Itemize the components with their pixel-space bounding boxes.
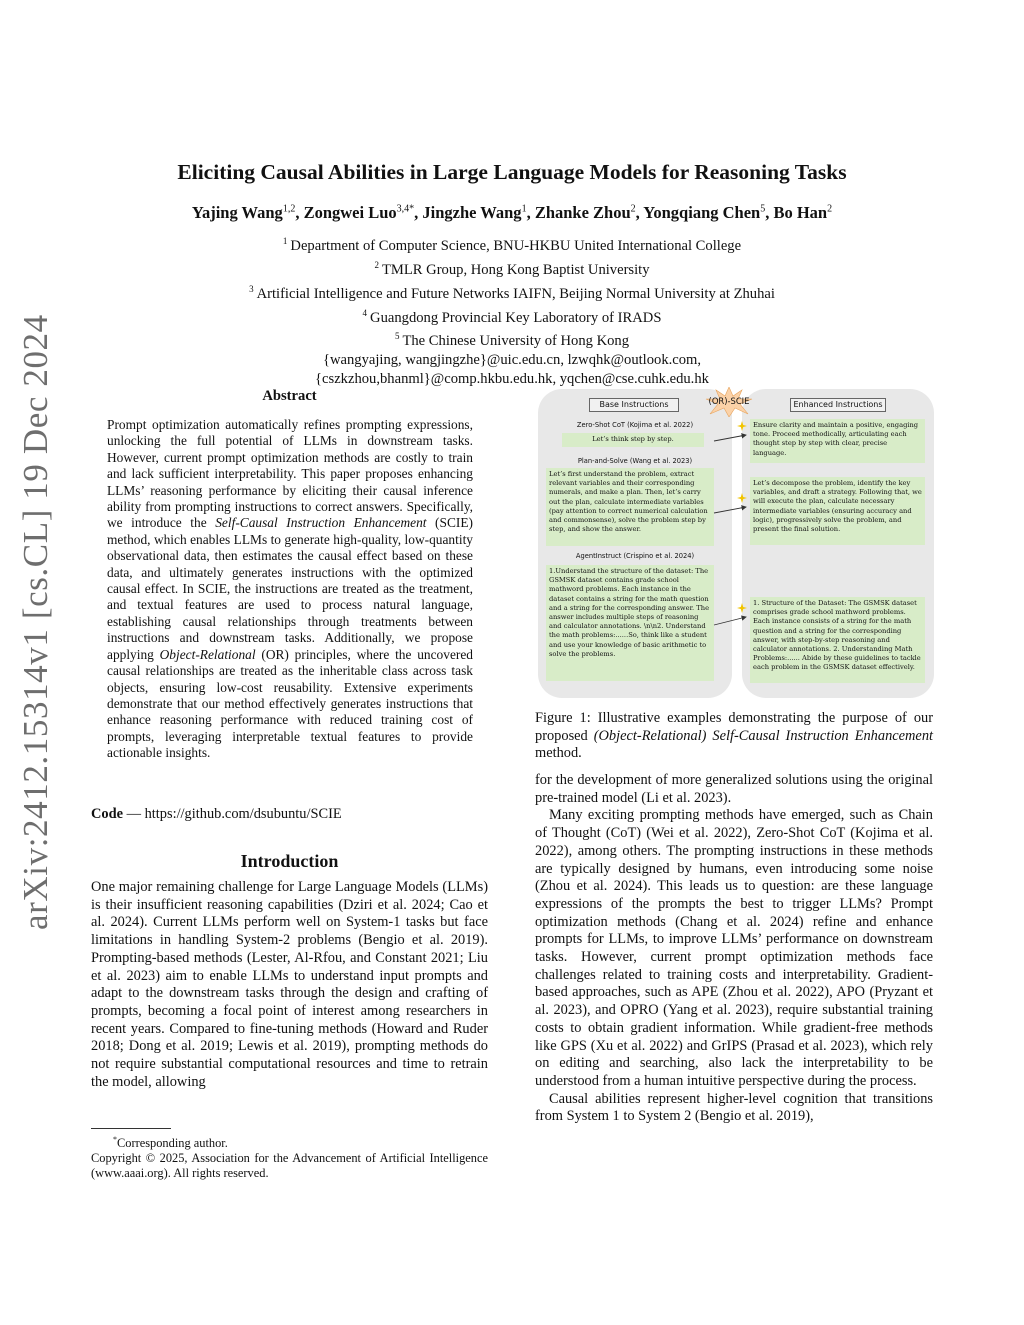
affiliation-text: Guangdong Provincial Key Laboratory of IRADS (370, 309, 662, 326)
base-instruction-box: Let’s first understand the problem, extract relevant variables and their corresponding numerals, and make a plan. Then, let’s carry out the plan, calculate intermediate variables (pay attention to correct numerical calculation and commonsense), solve the problem step by step, and show the answer. (546, 468, 714, 546)
abstract-or-name: Object-Relational (159, 646, 256, 662)
enhanced-instructions-tag: Enhanced Instructions (790, 398, 886, 412)
sparkle-icon (737, 421, 747, 613)
figure-caption (535, 710, 933, 763)
base-instruction-box: Let’s think step by step. (562, 433, 704, 447)
author-sep: , (526, 203, 535, 222)
enhanced-instruction-box: Let’s decompose the problem, identify the key variables, and draft a strategy. Following that, we will execute the plan, calculate necessary intermediate variables (ensuring accuracy and logic), progressively solve the problem, and present the final solution. (750, 477, 925, 545)
affiliation (0, 256, 1024, 280)
code-line (91, 806, 342, 823)
arrow-icon (714, 435, 746, 441)
author-name: Zhanke Zhou (534, 203, 631, 222)
code-link[interactable]: https://github.com/dsubuntu/SCIE (144, 806, 342, 822)
author-affil-sup: 2 (630, 203, 636, 215)
affiliation-sup: 5 (394, 331, 400, 342)
email-line: {wangyajing, wangjingzhe}@uic.edu.cn, lzwqhk@outlook.com, (322, 352, 702, 369)
affiliation-sup: 2 (374, 259, 379, 270)
method-label: Zero-Shot CoT (Kojima et al. 2022) (576, 421, 694, 429)
footnote-mark: * (113, 1135, 117, 1144)
author-name: Jingzhe Wang (422, 203, 522, 222)
affiliation-list (0, 232, 1024, 389)
caption-method-name: (Object-Relational) Self-Causal Instruction Enhancement (593, 727, 934, 744)
abstract-text: Prompt optimization automatically refines prompting expressions, unlocking the full potential of LLMs in downstream tasks. However, current prompt optimization methods are costly to train and lack sufficient interpretability. This paper proposes enhancing LLMs’ reasoning performance by eliciting their causal inference ability from prompting instructions to correct answers. Specifically, we introduce the (107, 417, 473, 531)
affiliation (0, 327, 1024, 351)
abstract-method-name: Self-Causal Instruction Enhancement (215, 515, 427, 531)
abstract-text: (OR) principles, where the uncovered causal relationships are treated as the inheritable class across task objects, ensuring low-cost reusability. Extensive experiments demonstrate that our method effectively generates instructions that enhance reasoning performance with reduced training cost of prompts, leveraging interpretable textual features to provide actionable insights. (107, 646, 473, 761)
code-label: Code (91, 806, 123, 822)
author-name: Zongwei Luo (303, 203, 397, 222)
enhanced-instruction-box: 1. Structure of the Dataset: The GSMSK dataset comprises grade school mathword problems. Each instance consists of a string for the math question and a string for the corresponding answer, with step-by-step reasoning and calculator annotations. 2. Understanding Math Problems:...... Abide by these guidelines to tackle each problem in the GSMSK dataset effectively. (750, 597, 925, 683)
affiliation-text: TMLR Group, Hong Kong Baptist University (381, 261, 650, 278)
arrow-icon (714, 617, 746, 625)
author-affil-sup: 3,4* (396, 203, 415, 215)
code-dash: — (122, 806, 145, 822)
author-affil-sup: 1 (521, 203, 527, 215)
affiliation-sup: 4 (362, 307, 368, 318)
paragraph: Causal abilities represent higher-level cognition that transitions from System 1 to System 2 (Bengio et al. 2019), (535, 1090, 933, 1125)
intro-heading: Introduction (240, 851, 339, 871)
scie-label: (OR)-SCIE (708, 396, 750, 406)
author-name: Yongqiang Chen (643, 203, 761, 222)
author-name: Yajing Wang (191, 203, 283, 222)
author-affil-sup: 1,2 (282, 203, 296, 215)
figure-1 (538, 389, 934, 701)
author-sep: , (295, 203, 304, 222)
affiliation (0, 280, 1024, 304)
body-text-right (535, 772, 933, 1126)
paragraph: Many exciting prompting methods have emerged, such as Chain of Thought (CoT) (Wei et al. 2022), Zero-Shot CoT (Kojima et al. 2022), among others. The prompting instructions in these methods are typically designed by humans, even introducing some noise (Zhou et al. 2024). This leads us to question: are these language expressions of the prompts the best to trigger LLMs? Prompt optimization methods (Chang et al. 2024) refine and enhance prompts for LLMs, to improve LLMs’ performance on downstream tasks. However, current prompt optimization methods face challenges related to training costs and interpretability. Gradient-based approaches, such as APE (Zhou et al. 2022), APO (Pryzant et al. 2023), and OPRO (Yang et al. 2023), require substantial training costs to obtain gradient information. While gradient-free methods like GPS (Xu et al. 2022) and GrIPS (Prasad et al. 2023), which rely on editing and searching, also lack the interpretability to be understood from a human intuitive perspective during the process. (535, 807, 933, 1089)
caption-text: method. (535, 745, 582, 762)
affiliation-text: The Chinese University of Hong Kong (402, 333, 630, 350)
affiliation (0, 232, 1024, 256)
author-affil-sup: 5 (760, 203, 766, 215)
copyright-notice: Copyright © 2025, Association for the Advancement of Artificial Intelligence (www.aaai.org). All rights reserved. (91, 1151, 488, 1181)
abstract-body (107, 417, 473, 762)
method-label: Plan-and-Solve (Wang et al. 2023) (577, 457, 693, 465)
footnote-rule (91, 1128, 171, 1129)
author-sep: , (635, 203, 644, 222)
paragraph: for the development of more generalized solutions using the original pre-trained model (Li et al. 2023). (535, 772, 933, 806)
caption-text: Figure 1: Illustrative examples demonstrating the purpose of our proposed (535, 710, 933, 744)
abstract-heading: Abstract (262, 388, 317, 404)
affiliation-sup: 1 (282, 236, 288, 246)
author-name: Bo Han (773, 203, 828, 222)
method-label: AgentInstruct (Crispino et al. 2024) (575, 552, 695, 560)
affiliation-text: Department of Computer Science, BNU-HKBU United International College (290, 237, 742, 254)
enhanced-instruction-box: Ensure clarity and maintain a positive, engaging tone. Proceed methodically, articulating each thought step by step with clear, precise language. (750, 419, 925, 463)
author-affil-sup: 2 (827, 203, 833, 215)
base-instruction-box: 1.Understand the structure of the dataset: The GSMSK dataset contains grade school mathword problems. Each instance in the dataset contains a string for the math question and a string for the corresponding answer. The answer includes multiple steps of reasoning and calculator annotations. \n\n2. Understand the math problems:......So, think like a student and use your knowledge of basic arithmetic to solve the problems. (546, 565, 714, 681)
author-sep: , (414, 203, 423, 222)
footnote (91, 1132, 488, 1151)
abstract-text: (SCIE) method, which enables LLMs to generate high-quality, low-quantity observational data, then estimates the causal effect based on these data, and ultimately generates instructions with the optimized causal effect. In SCIE, the instructions are treated as the treatment, and textual features are used to process natural language, establishing causal relationships through treatments between instructions and downstream tasks. Additionally, we propose applying (107, 515, 473, 662)
arrow-icon (714, 507, 746, 513)
intro-paragraph: One major remaining challenge for Large Language Models (LLMs) is their insufficient reasoning capabilities (Dziri et al. 2024; Cao et al. 2024). Current LLMs perform well on System-1 tasks but face limitations in handling System-2 problems (Bengio et al. 2019). Prompting-based methods (Lester, Al-Rfou, and Constant 2021; Liu et al. 2023) aim to enable LLMs to understand input prompts and adapt to the downstream tasks through the design and crafting of prompts, becoming a focal point of interest among researchers in recent years. Compared to fine-tuning methods (Howard and Ruder 2018; Dong et al. 2019; Lewis et al. 2019), prompting methods do not require substantial computational resources and time to retrain the model, allowing (91, 879, 488, 1090)
arxiv-identifier: arXiv:2412.15314v1 [cs.CL] 19 Dec 2024 (16, 314, 55, 930)
footnote-text: Corresponding author. (117, 1136, 228, 1151)
affiliation (0, 304, 1024, 328)
author-sep: , (765, 203, 774, 222)
affiliation-sup: 3 (249, 283, 254, 294)
paper-title: Eliciting Causal Abilities in Large Language Models for Reasoning Tasks (177, 160, 847, 184)
footnote-block (91, 1132, 488, 1181)
base-instructions-tag: Base Instructions (589, 398, 679, 412)
author-list (0, 203, 1024, 223)
email-line: {cszkzhou,bhanml}@comp.hkbu.edu.hk, yqchen@cse.cuhk.edu.hk (315, 371, 709, 388)
affiliation-text: Artificial Intelligence and Future Networks IAIFN, Beijing Normal University at Zhuhai (256, 285, 775, 302)
transform-arrows (708, 417, 752, 687)
